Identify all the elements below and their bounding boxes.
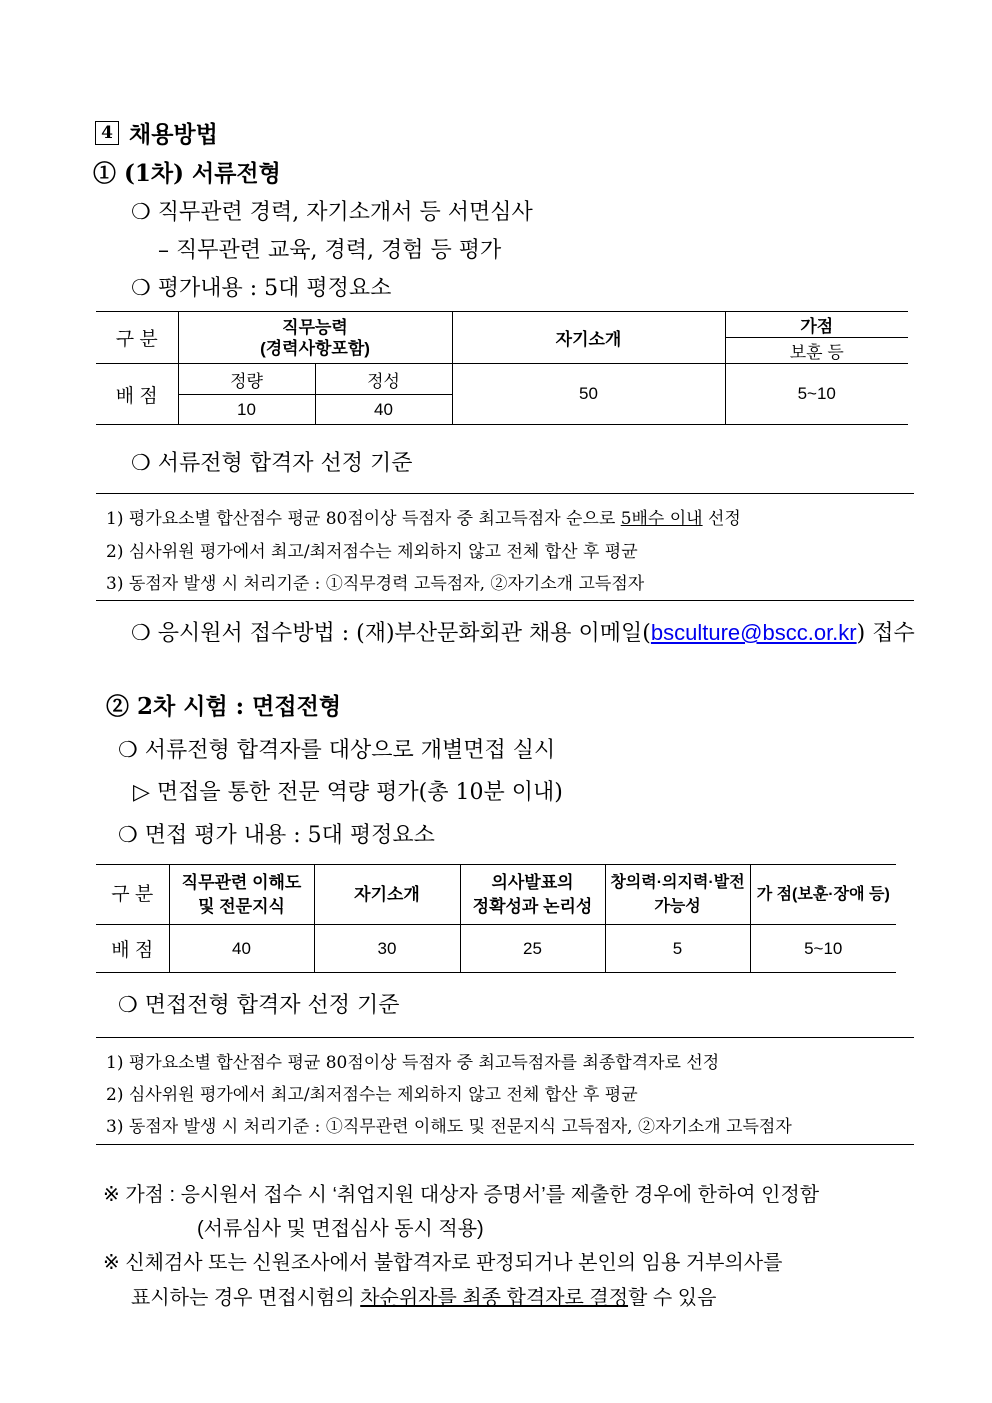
note-bonus: ※ 가점 : 응시원서 접수 시 ‘취업지원 대상자 증명서’를 제출한 경우에 한하여 인정함 xyxy=(103,1184,820,1206)
stage1-bullet-review: ❍ 직무관련 경력, 자기소개서 등 서면심사 xyxy=(131,200,533,225)
note-bonus-detail: (서류심사 및 면접심사 동시 적용) xyxy=(197,1218,484,1240)
table-header-self-intro: 자기소개 xyxy=(314,865,460,925)
note-underline: 차순위자를 최종 합격자로 결정 xyxy=(360,1287,629,1309)
job-understanding-label: 직무관련 이해도 xyxy=(181,872,302,892)
criteria-line-1-underline: 5배수 이내 xyxy=(620,509,703,529)
table-cell-quantitative: 정량 xyxy=(178,364,315,395)
criteria-line-1-end: 선정 xyxy=(702,509,741,529)
note-text-end: 할 수 있음 xyxy=(628,1287,717,1309)
table-value-bonus: 5~10 xyxy=(750,925,896,973)
job-ability-label: 직무능력 xyxy=(282,317,348,337)
expression-label: 의사발표의 xyxy=(491,872,574,892)
note-text: 표시하는 경우 면접시험의 xyxy=(131,1287,361,1309)
section-heading xyxy=(95,116,218,149)
document-screening-table xyxy=(96,311,908,425)
interview-table xyxy=(96,864,896,973)
table-cell-qualitative: 정성 xyxy=(315,364,452,395)
criteria-line-1-text: 1) 평가요소별 합산점수 평균 80점이상 득점자 중 최고득점자 순으로 xyxy=(106,509,621,529)
stage1-title: ① (1차) 서류전형 xyxy=(93,160,281,187)
apply-method-end: ) 접수 xyxy=(856,621,915,646)
stage2-sub-evaluation: ▷ 면접을 통한 전문 역량 평가(총 10분 이내) xyxy=(133,780,563,805)
criteria-line-2: 2) 심사위원 평가에서 최고/최저점수는 제외하지 않고 전체 합산 후 평균 xyxy=(106,1085,638,1105)
table-row-label-score: 배 점 xyxy=(96,364,178,425)
job-understanding-sublabel: 및 전문지식 xyxy=(198,896,285,916)
table-header-job-understanding xyxy=(169,865,314,925)
table-value-self-intro: 50 xyxy=(452,364,725,425)
criteria-line-2: 2) 심사위원 평가에서 최고/최저점수는 제외하지 않고 전체 합산 후 평균 xyxy=(106,542,638,562)
table-row-label-score: 배 점 xyxy=(96,925,169,973)
criteria-line-3: 3) 동점자 발생 시 처리기준 : ①직무경력 고득점자, ②자기소개 고득점자 xyxy=(106,574,645,594)
table-value-bonus: 5~10 xyxy=(725,364,908,425)
note-disqualification-detail xyxy=(131,1281,716,1310)
table-header-bonus: 가 점(보훈·장애 등) xyxy=(750,865,896,925)
interview-criteria-box xyxy=(96,1037,914,1145)
table-header-category: 구 분 xyxy=(96,865,169,925)
stage2-bullet-interview: ❍ 서류전형 합격자를 대상으로 개별면접 실시 xyxy=(118,738,556,763)
stage1-sub-evaluation: – 직무관련 교육, 경력, 경험 등 평가 xyxy=(158,238,502,263)
stage1-apply-method xyxy=(131,616,915,647)
table-header-bonus-sub: 보훈 등 xyxy=(725,338,908,364)
table-value-expression: 25 xyxy=(460,925,605,973)
section-number-box: 4 xyxy=(95,121,119,145)
creativity-label: 창의력·의지력·발전 xyxy=(610,873,745,891)
stage2-bullet-criteria: ❍ 면접전형 합격자 선정 기준 xyxy=(118,993,400,1018)
table-header-expression xyxy=(460,865,605,925)
table-header-creativity xyxy=(605,865,750,925)
stage1-bullet-criteria: ❍ 서류전형 합격자 선정 기준 xyxy=(131,451,413,476)
job-ability-sublabel: (경력사항포함) xyxy=(260,338,370,358)
table-header-job-ability xyxy=(178,312,452,364)
stage2-bullet-content: ❍ 면접 평가 내용 : 5대 평정요소 xyxy=(118,823,435,848)
table-header-category: 구 분 xyxy=(96,312,178,364)
table-header-self-intro: 자기소개 xyxy=(452,312,725,364)
apply-method-text: ❍ 응시원서 접수방법 : (재)부산문화회관 채용 이메일( xyxy=(131,621,651,646)
stage2-title: ② 2차 시험 : 면접전형 xyxy=(106,693,342,720)
stage1-bullet-content: ❍ 평가내용 : 5대 평정요소 xyxy=(131,276,392,301)
section-title: 채용방법 xyxy=(129,121,218,148)
table-header-bonus: 가점 xyxy=(725,312,908,338)
note-disqualification: ※ 신체검사 또는 신원조사에서 불합격자로 판정되거나 본인의 임용 거부의사를 xyxy=(103,1252,783,1274)
criteria-line-3: 3) 동점자 발생 시 처리기준 : ①직무관련 이해도 및 전문지식 고득점자, ②자기소개 고득점자 xyxy=(106,1117,792,1137)
email-link[interactable]: bsculture@bscc.or.kr xyxy=(650,620,857,645)
table-value-job-understanding: 40 xyxy=(169,925,314,973)
criteria-line-1 xyxy=(106,504,741,529)
expression-sublabel: 정확성과 논리성 xyxy=(472,896,593,916)
table-value-self-intro: 30 xyxy=(314,925,460,973)
table-value-creativity: 5 xyxy=(605,925,750,973)
document-criteria-box xyxy=(96,493,914,601)
table-value-qualitative: 40 xyxy=(315,395,452,425)
creativity-sublabel: 가능성 xyxy=(654,897,701,915)
table-value-quantitative: 10 xyxy=(178,395,315,425)
criteria-line-1: 1) 평가요소별 합산점수 평균 80점이상 득점자 중 최고득점자를 최종합격자로 선정 xyxy=(106,1053,720,1073)
